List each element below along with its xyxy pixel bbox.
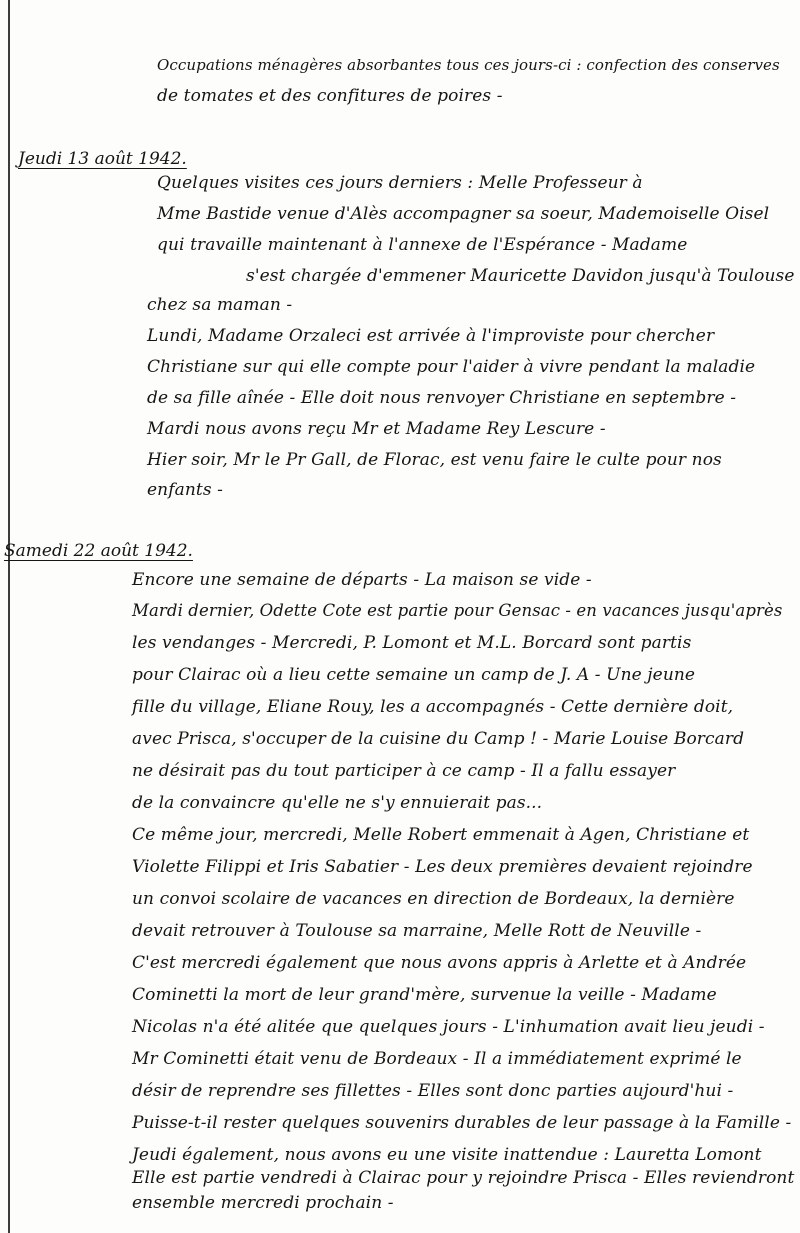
intro-line: Occupations ménagères absorbantes tous ces jours-ci : confection des conserves [157,56,780,74]
entry-line: Mardi nous avons reçu Mr et Madame Rey Lescure - [147,419,606,439]
entry-line: devait retrouver à Toulouse sa marraine, Melle Rott de Neuville - [132,921,702,941]
entry-line: Quelques visites ces jours derniers : Melle Professeur à [157,173,643,193]
entry-line: avec Prisca, s'occuper de la cuisine du Camp ! - Marie Louise Borcard [132,729,745,749]
entry-line: ensemble mercredi prochain - [132,1193,394,1213]
entry-line: C'est mercredi également que nous avons appris à Arlette et à Andrée [132,953,747,973]
entry-line: désir de reprendre ses fillettes - Elles sont donc parties aujourd'hui - [132,1081,734,1101]
entry-line: Elle est partie vendredi à Clairac pour y rejoindre Prisca - Elles reviendront [132,1168,795,1188]
entry-line: Hier soir, Mr le Pr Gall, de Florac, est venu faire le culte pour nos [147,450,722,470]
entry-line: qui travaille maintenant à l'annexe de l'Espérance - Madame [157,235,688,255]
entry-line: Mr Cominetti était venu de Bordeaux - Il a immédiatement exprimé le [132,1049,742,1069]
entry-line: enfants - [147,480,223,500]
entry-line: Violette Filippi et Iris Sabatier - Les deux premières devaient rejoindre [132,857,753,877]
entry-line: Mardi dernier, Odette Cote est partie pour Gensac - en vacances jusqu'après [132,601,783,620]
entry-line: chez sa maman - [147,295,293,315]
entry-line: Jeudi également, nous avons eu une visite inattendue : Lauretta Lomont [132,1145,762,1165]
entry-line: Puisse-t-il rester quelques souvenirs durables de leur passage à la Famille - [132,1113,792,1133]
entry-line: fille du village, Eliane Rouy, les a accompagnés - Cette dernière doit, [132,697,734,717]
entry-line: de sa fille aînée - Elle doit nous renvoyer Christiane en septembre - [147,388,737,408]
entry-date-heading: Samedi 22 août 1942. [4,541,193,561]
entry-line: ne désirait pas du tout participer à ce camp - Il a fallu essayer [132,761,676,781]
entry-date-heading: Jeudi 13 août 1942. [18,149,187,169]
intro-line: de tomates et des confitures de poires - [157,86,503,106]
entry-line: Cominetti la mort de leur grand'mère, survenue la veille - Madame [132,985,717,1005]
entry-line: Mme Bastide venue d'Alès accompagner sa soeur, Mademoiselle Oisel [157,204,770,224]
entry-line: de la convaincre qu'elle ne s'y ennuierait pas... [132,793,543,813]
left-margin-rule [8,0,10,1233]
entry-line: un convoi scolaire de vacances en direction de Bordeaux, la dernière [132,889,735,909]
entry-line: Lundi, Madame Orzaleci est arrivée à l'improviste pour chercher [147,326,715,346]
entry-line: pour Clairac où a lieu cette semaine un camp de J. A - Une jeune [132,665,696,685]
entry-line: Ce même jour, mercredi, Melle Robert emmenait à Agen, Christiane et [132,825,750,845]
entry-line: Nicolas n'a été alitée que quelques jours - L'inhumation avait lieu jeudi - [132,1017,765,1037]
entry-line: Christiane sur qui elle compte pour l'aider à vivre pendant la maladie [147,357,756,377]
entry-line: Encore une semaine de départs - La maison se vide - [132,570,592,590]
entry-line: les vendanges - Mercredi, P. Lomont et M.L. Borcard sont partis [132,633,692,653]
entry-line: s'est chargée d'emmener Mauricette Davidon jusqu'à Toulouse [246,266,795,286]
